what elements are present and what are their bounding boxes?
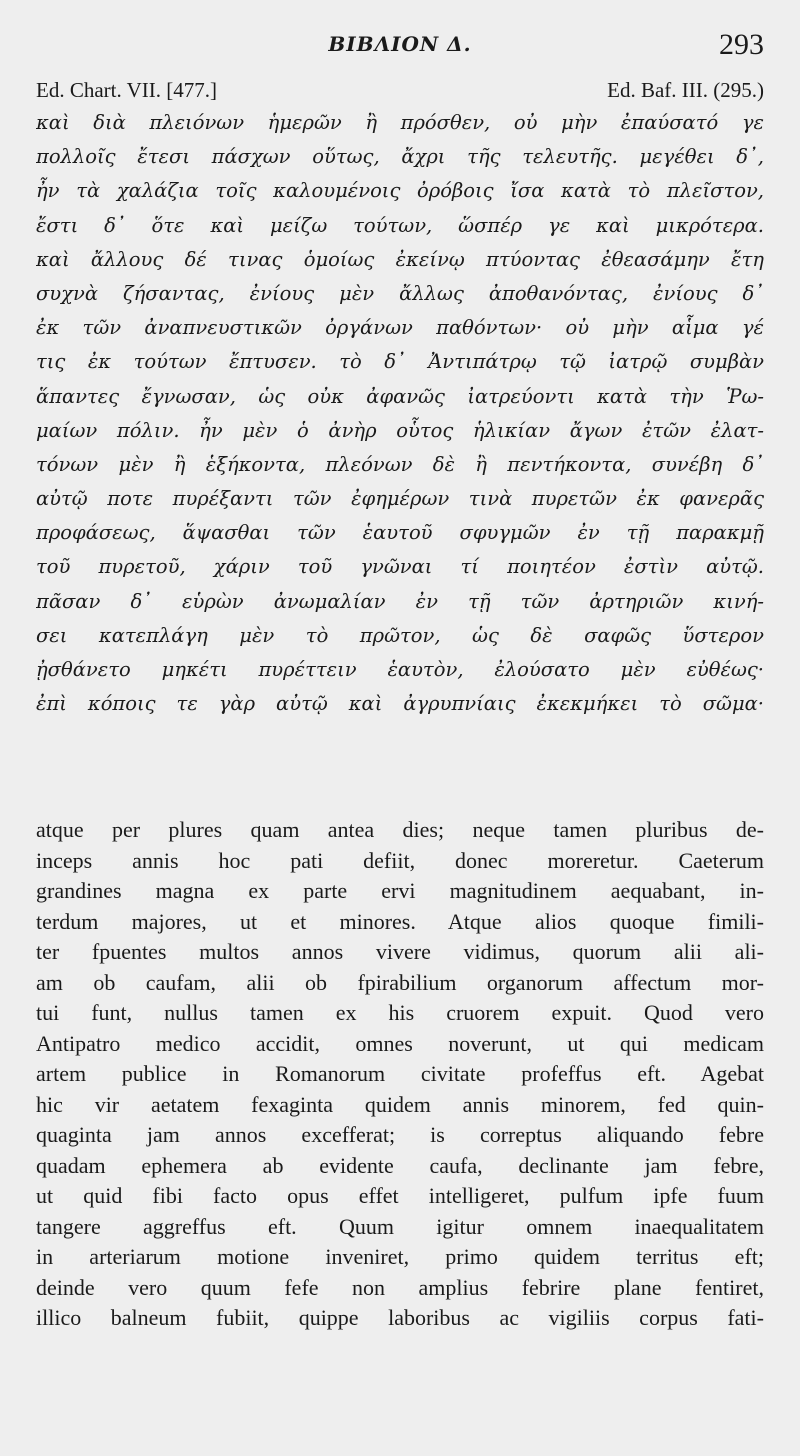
- greek-line: ἔστι δ᾽ ὅτε καὶ μείζω τούτων, ὥσπέρ γε καὶ μικρότερα.: [36, 213, 764, 237]
- latin-line: ut quid fibi facto opus effet intelligeret, pulfum ipfe fuum: [36, 1183, 764, 1208]
- greek-line: ἦν τὰ χαλάζια τοῖς καλουμένοις ὀρόβοις ἴσα κατὰ τὸ πλεῖστον,: [36, 179, 764, 203]
- greek-line: ᾐσθάνετο μηκέτι πυρέττειν ἑαυτὸν, ἐλούσατο μὲν εὐθέως·: [36, 658, 764, 681]
- latin-line: am ob caufam, alii ob fpirabilium organorum affectum mor-: [36, 969, 764, 995]
- running-head: [36, 28, 764, 64]
- latin-line: tangere aggreffus eft. Quum igitur omnem inaequalitatem: [36, 1213, 764, 1239]
- latin-line: ter fpuentes multos annos vivere vidimus, quorum alii ali-: [36, 939, 764, 964]
- page-number: 293: [719, 28, 764, 61]
- latin-line: quadam ephemera ab evidente caufa, declinante jam febre,: [36, 1152, 764, 1178]
- greek-text-block: [36, 106, 764, 721]
- greek-line: προφάσεως, ἅψασθαι τῶν ἑαυτοῦ σφυγμῶν ἐν τῇ παρακμῇ: [36, 521, 764, 545]
- latin-line: artem publice in Romanorum civitate profeffus eft. Agebat: [36, 1061, 764, 1086]
- edition-references: [36, 78, 764, 104]
- greek-line: τόνων μὲν ἢ ἑξήκοντα, πλεόνων δὲ ἢ πεντήκοντα, συνέβη δ᾽: [36, 452, 764, 476]
- greek-line: τοῦ πυρετοῦ, χάριν τοῦ γνῶναι τί ποιητέον ἐστὶν αὐτῷ.: [36, 555, 764, 579]
- greek-line: συχνὰ ζήσαντας, ἐνίους μὲν ἄλλως ἀποθανόντας, ἐνίους δ᾽: [36, 281, 764, 305]
- greek-line: ἐπὶ κόποις τε γὰρ αὐτῷ καὶ ἀγρυπνίαις ἐκεκμήκει τὸ σῶμα·: [36, 692, 764, 716]
- latin-line: atque per plures quam antea dies; neque tamen pluribus de-: [36, 817, 764, 842]
- latin-line: terdum majores, ut et minores. Atque alios quoque fimili-: [36, 908, 764, 934]
- greek-line: πολλοῖς ἔτεσι πάσχων οὕτως, ἄχρι τῆς τελευτῆς. μεγέθει δ᾽,: [36, 145, 764, 169]
- latin-line: tui funt, nullus tamen ex his cruorem expuit. Quod vero: [36, 1000, 764, 1025]
- greek-line: πᾶσαν δ᾽ εὑρὼν ἀνωμαλίαν ἐν τῇ τῶν ἀρτηριῶν κινή-: [36, 589, 764, 613]
- greek-line: ἅπαντες ἔγνωσαν, ὡς οὐκ ἀφανῶς ἰατρεύοντι κατὰ τὴν Ῥω-: [36, 384, 764, 408]
- latin-line: illico balneum fubiit, quippe laboribus ac vigiliis corpus fati-: [36, 1305, 764, 1330]
- latin-line: Antipatro medico accidit, omnes noverunt, ut qui medicam: [36, 1030, 764, 1056]
- latin-line: inceps annis hoc pati defiit, donec moreretur. Caeterum: [36, 847, 764, 873]
- edition-chartier: Ed. Chart. VII. [477.]: [36, 78, 217, 102]
- greek-line: αὐτῷ ποτε πυρέξαντι τῶν ἐφημέρων τινὰ πυρετῶν ἐκ φανερᾶς: [36, 487, 764, 511]
- greek-line: σει κατεπλάγη μὲν τὸ πρῶτον, ὡς δὲ σαφῶς ὕστερον: [36, 623, 764, 647]
- running-title: BIBΛIΟΝ Δ.: [328, 32, 472, 56]
- greek-line: τις ἐκ τούτων ἔπτυσεν. τὸ δ᾽ Ἀντιπάτρῳ τῷ ἰατρῷ συμβὰν: [36, 350, 764, 374]
- latin-text-block: [36, 815, 764, 1334]
- latin-line: deinde vero quum fefe non amplius febrire plane fentiret,: [36, 1274, 764, 1300]
- edition-basel: Ed. Baf. III. (295.): [607, 78, 764, 102]
- greek-line: καὶ ἄλλους δέ τινας ὁμοίως ἐκείνῳ πτύοντας ἐθεασάμην ἔτη: [36, 247, 764, 271]
- latin-line: in arteriarum motione inveniret, primo quidem territus eft;: [36, 1244, 764, 1269]
- latin-line: grandines magna ex parte ervi magnitudinem aequabant, in-: [36, 878, 764, 903]
- greek-line: ἐκ τῶν ἀναπνευστικῶν ὀργάνων παθόντων· οὐ μὴν αἷμα γέ: [36, 316, 764, 340]
- greek-line: καὶ διὰ πλειόνων ἡμερῶν ἢ πρόσθεν, οὐ μὴν ἐπαύσατό γε: [36, 111, 764, 134]
- latin-line: hic vir aetatem fexaginta quidem annis minorem, fed quin-: [36, 1091, 764, 1117]
- latin-line: quaginta jam annos excefferat; is correptus aliquando febre: [36, 1122, 764, 1147]
- greek-line: μαίων πόλιν. ἦν μὲν ὁ ἀνὴρ οὗτος ἡλικίαν ἄγων ἐτῶν ἐλατ-: [36, 418, 764, 442]
